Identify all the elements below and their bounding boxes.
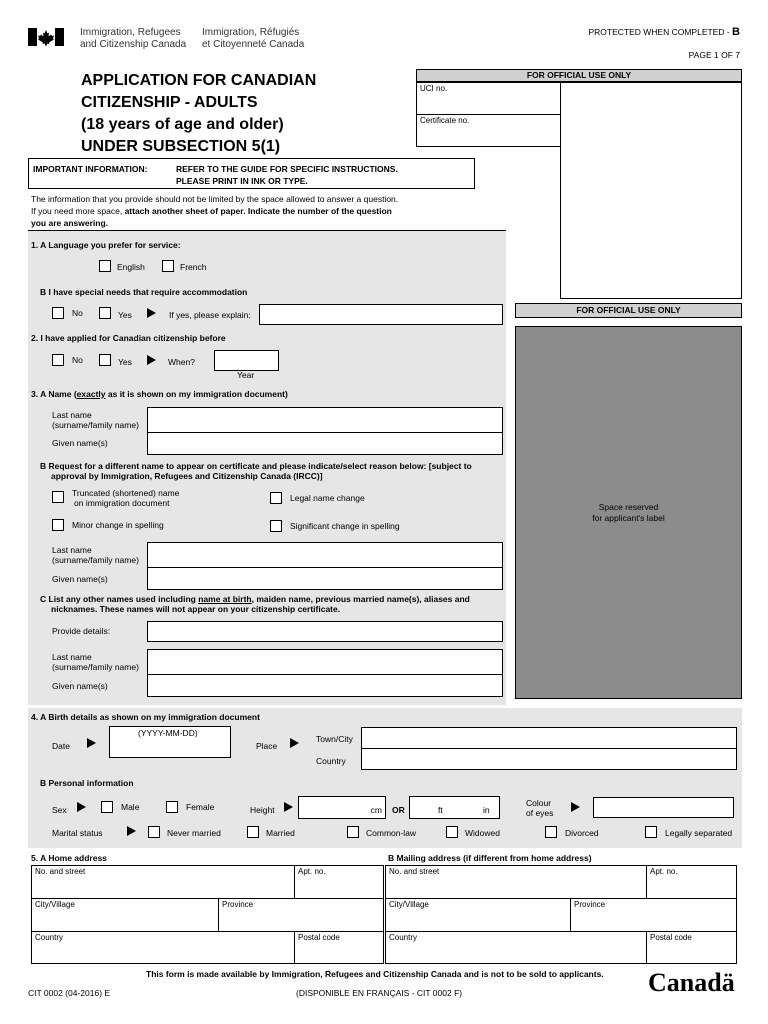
department-name-en bbox=[80, 27, 186, 51]
common-law-label: Common-law bbox=[366, 828, 417, 838]
q3c-label-underlined: name at birth bbox=[198, 594, 252, 604]
home-postal-label: Postal code bbox=[298, 933, 340, 942]
widowed-checkbox[interactable] bbox=[446, 826, 458, 838]
canada-wordmark: Canadä bbox=[648, 968, 735, 997]
truncated-name-label-line1: Truncated (shortened) name bbox=[72, 488, 180, 498]
home-province-field[interactable] bbox=[218, 898, 384, 932]
legal-name-change-label: Legal name change bbox=[290, 493, 365, 503]
cert-last-name-input[interactable] bbox=[147, 542, 503, 568]
q3b-label bbox=[40, 461, 472, 481]
truncated-name-checkbox[interactable] bbox=[52, 491, 64, 503]
sex-female-label: Female bbox=[186, 802, 215, 812]
last-name-label-line1: Last name bbox=[52, 410, 92, 420]
english-label: English bbox=[117, 262, 145, 272]
arrow-right-icon bbox=[571, 802, 580, 812]
home-country-field[interactable] bbox=[31, 931, 295, 964]
sex-male-label: Male bbox=[121, 802, 140, 812]
applied-before-no-label: No bbox=[72, 355, 83, 365]
home-apt-field[interactable] bbox=[294, 865, 384, 899]
marital-status-label: Marital status bbox=[52, 828, 103, 838]
height-cm-input[interactable] bbox=[298, 796, 386, 819]
mailing-street-label: No. and street bbox=[389, 867, 440, 876]
provide-details-label: Provide details: bbox=[52, 626, 111, 636]
needs-no-label: No bbox=[72, 308, 83, 318]
cm-unit: cm bbox=[370, 805, 382, 815]
applied-year-input[interactable] bbox=[214, 350, 279, 371]
when-label: When? bbox=[168, 357, 195, 367]
in-unit: in bbox=[483, 805, 490, 815]
town-city-label: Town/City bbox=[316, 734, 353, 744]
applied-before-yes-checkbox[interactable] bbox=[99, 354, 111, 366]
other-last-name-label bbox=[52, 652, 139, 672]
form-title-line1: APPLICATION FOR CANADIAN bbox=[81, 72, 317, 89]
cert-last-name-label-line2: (surname/family name) bbox=[52, 555, 139, 565]
truncated-name-label bbox=[72, 488, 179, 508]
department-name-en-line2: and Citizenship Canada bbox=[80, 39, 187, 50]
eye-colour-label-line2: of eyes bbox=[526, 808, 554, 818]
birth-date-input[interactable] bbox=[109, 726, 231, 758]
important-line1: REFER TO THE GUIDE FOR SPECIFIC INSTRUCTIONS. bbox=[176, 164, 398, 174]
mailing-street-field[interactable] bbox=[385, 865, 647, 899]
form-title-line3: (18 years of age and older) bbox=[81, 116, 284, 133]
sex-female-checkbox[interactable] bbox=[166, 801, 178, 813]
married-checkbox[interactable] bbox=[247, 826, 259, 838]
last-name-label bbox=[52, 410, 139, 430]
arrow-right-icon bbox=[284, 802, 293, 812]
french-version-note: (DISPONIBLE EN FRANÇAIS - CIT 0002 F) bbox=[296, 988, 463, 998]
other-given-name-input[interactable] bbox=[147, 674, 503, 697]
home-street-field[interactable] bbox=[31, 865, 295, 899]
year-label: Year bbox=[237, 370, 255, 380]
mailing-province-field[interactable] bbox=[570, 898, 737, 932]
never-married-checkbox[interactable] bbox=[148, 826, 160, 838]
intro-line2-a: If you need more space, bbox=[31, 206, 125, 216]
arrow-right-icon bbox=[147, 355, 156, 365]
applied-before-yes-label: Yes bbox=[118, 357, 132, 367]
home-city-field[interactable] bbox=[31, 898, 219, 932]
official-use-area bbox=[560, 82, 742, 299]
official-use-header: FOR OFFICIAL USE ONLY bbox=[416, 69, 742, 82]
widowed-label: Widowed bbox=[465, 828, 500, 838]
uci-label: UCI no. bbox=[420, 84, 448, 93]
birth-country-input[interactable] bbox=[361, 748, 737, 770]
q3a-label-pre: 3. A Name ( bbox=[31, 389, 77, 399]
legally-separated-label: Legally separated bbox=[665, 828, 733, 838]
cert-given-name-label: Given name(s) bbox=[52, 574, 108, 584]
cert-last-name-label bbox=[52, 545, 139, 565]
significant-spelling-label: Significant change in spelling bbox=[290, 521, 400, 531]
q3b-label-line2: approval by Immigration, Refugees and Citizenship Canada (IRCC)] bbox=[51, 471, 323, 481]
q3c-label bbox=[40, 594, 470, 614]
other-last-name-label-line1: Last name bbox=[52, 652, 92, 662]
important-information-box bbox=[28, 158, 475, 189]
minor-spelling-label: Minor change in spelling bbox=[72, 520, 164, 530]
intro-line2-b: attach another sheet of paper. Indicate the number of the question bbox=[124, 206, 392, 216]
page-number: PAGE 1 OF 7 bbox=[688, 50, 740, 60]
protected-label bbox=[588, 27, 740, 37]
arrow-right-icon bbox=[87, 738, 96, 748]
department-name-fr-line1: Immigration, Réfugiés bbox=[202, 27, 300, 38]
intro-line1: The information that you provide should not be limited by the space allowed to answer a question. bbox=[31, 194, 399, 204]
q1a-label: 1. A Language you prefer for service: bbox=[31, 240, 181, 250]
needs-explain-input[interactable] bbox=[259, 304, 503, 325]
never-married-label: Never married bbox=[167, 828, 221, 838]
mailing-country-field[interactable] bbox=[385, 931, 647, 964]
home-city-label: City/Village bbox=[35, 900, 75, 909]
mailing-apt-field[interactable] bbox=[646, 865, 737, 899]
last-name-label-line2: (surname/family name) bbox=[52, 420, 139, 430]
place-label: Place bbox=[256, 741, 278, 751]
q3b-label-line1: B Request for a different name to appear on certificate and please indicate/select reason below: [subject to bbox=[40, 461, 472, 471]
important-label: IMPORTANT INFORMATION: bbox=[33, 164, 148, 174]
needs-yes-checkbox[interactable] bbox=[99, 307, 111, 319]
explain-label: If yes, please explain: bbox=[169, 310, 251, 320]
mailing-province-label: Province bbox=[574, 900, 606, 909]
other-given-name-label: Given name(s) bbox=[52, 681, 108, 691]
protected-letter: B bbox=[732, 26, 740, 38]
sex-male-checkbox[interactable] bbox=[101, 801, 113, 813]
section-divider bbox=[28, 230, 506, 231]
protected-text: PROTECTED WHEN COMPLETED - bbox=[588, 27, 733, 37]
needs-yes-label: Yes bbox=[118, 310, 132, 320]
height-ft-in-input[interactable] bbox=[409, 796, 500, 819]
mailing-country-label: Country bbox=[389, 933, 418, 942]
q3c-label-post: , maiden name, previous married name(s), aliases and bbox=[251, 594, 470, 604]
q3c-label-line2: nicknames. These names will not appear on your citizenship certificate. bbox=[51, 604, 341, 614]
q3a-label bbox=[31, 389, 288, 399]
arrow-right-icon bbox=[290, 738, 299, 748]
birth-town-input[interactable] bbox=[361, 727, 737, 749]
french-checkbox[interactable] bbox=[162, 260, 174, 272]
applicant-label-area bbox=[515, 326, 742, 699]
home-apt-label: Apt. no. bbox=[298, 867, 326, 876]
certificate-field[interactable] bbox=[416, 114, 561, 147]
french-label: French bbox=[180, 262, 207, 272]
arrow-right-icon bbox=[147, 308, 156, 318]
height-label: Height bbox=[250, 805, 275, 815]
home-country-label: Country bbox=[35, 933, 64, 942]
q1b-label: B I have special needs that require accommodation bbox=[40, 287, 248, 297]
eye-colour-label-line1: Colour bbox=[526, 798, 552, 808]
important-line2: PLEASE PRINT IN INK OR TYPE. bbox=[176, 176, 308, 186]
minor-spelling-checkbox[interactable] bbox=[52, 519, 64, 531]
significant-spelling-checkbox[interactable] bbox=[270, 520, 282, 532]
married-label: Married bbox=[266, 828, 295, 838]
mailing-apt-label: Apt. no. bbox=[650, 867, 678, 876]
q3c-label-pre: C List any other names used including bbox=[40, 594, 199, 604]
department-name-fr-line2: et Citoyenneté Canada bbox=[202, 39, 305, 50]
sex-label: Sex bbox=[52, 805, 67, 815]
applicant-label-line2: for applicant's label bbox=[592, 513, 665, 523]
q5a-label: 5. A Home address bbox=[31, 853, 107, 863]
form-title-line2: CITIZENSHIP - ADULTS bbox=[81, 94, 258, 111]
legally-separated-checkbox[interactable] bbox=[645, 826, 657, 838]
home-street-label: No. and street bbox=[35, 867, 86, 876]
department-name-fr bbox=[202, 27, 304, 51]
arrow-right-icon bbox=[77, 802, 86, 812]
form-title-line4: UNDER SUBSECTION 5(1) bbox=[81, 138, 281, 155]
certificate-label: Certificate no. bbox=[420, 116, 470, 125]
common-law-checkbox[interactable] bbox=[347, 826, 359, 838]
eye-colour-label bbox=[526, 798, 553, 818]
mailing-city-field[interactable] bbox=[385, 898, 571, 932]
birth-country-label: Country bbox=[316, 756, 346, 766]
mailing-postal-field[interactable] bbox=[646, 931, 737, 964]
official-use-header-2: FOR OFFICIAL USE ONLY bbox=[515, 303, 742, 318]
q4b-label: B Personal information bbox=[40, 778, 134, 788]
arrow-right-icon bbox=[127, 826, 136, 836]
divorced-checkbox[interactable] bbox=[545, 826, 557, 838]
q2-label: 2. I have applied for Canadian citizenship before bbox=[31, 333, 226, 343]
divorced-label: Divorced bbox=[565, 828, 599, 838]
other-names-details-input[interactable] bbox=[147, 621, 503, 642]
cert-last-name-label-line1: Last name bbox=[52, 545, 92, 555]
q4a-label: 4. A Birth details as shown on my immigration document bbox=[31, 712, 260, 722]
footer-notice: This form is made available by Immigration, Refugees and Citizenship Canada and is not to be sold to applicants. bbox=[146, 969, 604, 979]
or-label: OR bbox=[392, 805, 405, 815]
canada-flag-icon bbox=[28, 28, 64, 46]
applied-before-no-checkbox[interactable] bbox=[52, 354, 64, 366]
ft-unit: ft bbox=[438, 805, 443, 815]
intro-line2 bbox=[31, 206, 392, 216]
q5b-label: B Mailing address (if different from home address) bbox=[388, 853, 592, 863]
date-format-hint: (YYYY-MM-DD) bbox=[138, 728, 198, 738]
english-checkbox[interactable] bbox=[99, 260, 111, 272]
home-postal-field[interactable] bbox=[294, 931, 384, 964]
truncated-name-label-line2: on immigration document bbox=[74, 498, 170, 508]
department-name-en-line1: Immigration, Refugees bbox=[80, 27, 181, 38]
home-province-label: Province bbox=[222, 900, 254, 909]
intro-line3: you are answering. bbox=[31, 218, 108, 228]
needs-no-checkbox[interactable] bbox=[52, 307, 64, 319]
form-number: CIT 0002 (04-2016) E bbox=[28, 988, 111, 998]
cert-given-name-input[interactable] bbox=[147, 567, 503, 590]
given-name-label: Given name(s) bbox=[52, 438, 108, 448]
given-name-input[interactable] bbox=[147, 432, 503, 455]
legal-name-change-checkbox[interactable] bbox=[270, 492, 282, 504]
other-last-name-input[interactable] bbox=[147, 649, 503, 675]
uci-field[interactable] bbox=[416, 82, 561, 115]
applicant-label-text bbox=[516, 502, 741, 524]
q3a-label-post: as it is shown on my immigration document) bbox=[105, 389, 288, 399]
eye-colour-input[interactable] bbox=[593, 797, 734, 818]
date-label: Date bbox=[52, 741, 70, 751]
mailing-postal-label: Postal code bbox=[650, 933, 692, 942]
other-last-name-label-line2: (surname/family name) bbox=[52, 662, 139, 672]
q3a-label-exactly: exactly bbox=[76, 389, 106, 399]
applicant-label-line1: Space reserved bbox=[598, 502, 659, 512]
last-name-input[interactable] bbox=[147, 407, 503, 433]
form-title bbox=[81, 70, 316, 158]
mailing-city-label: City/Village bbox=[389, 900, 429, 909]
